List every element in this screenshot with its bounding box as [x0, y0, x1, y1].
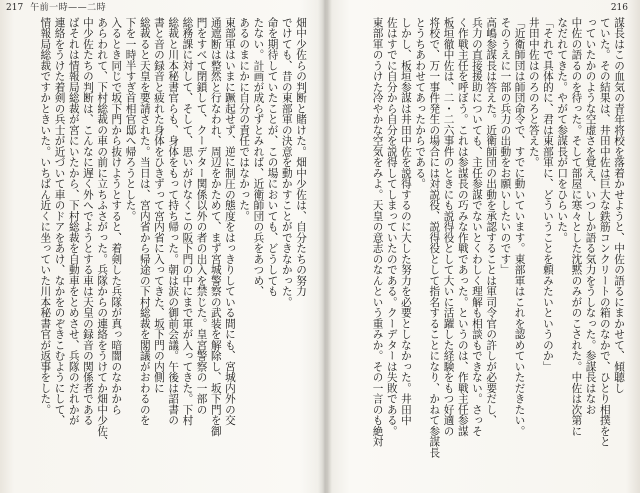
right_page-text-line: そのうえに一部の兵力の出動をお願いしたいのです」: [499, 17, 512, 275]
right_page-text-line: ていた。その結果は、井田中佐は巨大な鉄筋コンクリートの箱のなかで、ひとり相撲をと: [598, 17, 611, 447]
left_page-text-line: 書と音の録音と疲れた身体をひきずって宮内省に入ってきた、坂下門の内側に: [152, 17, 165, 394]
right-page: [328, 0, 640, 493]
right-page-body: [334, 17, 626, 475]
left_page-text-line: あるのまにかに自分の責任ではなかった。: [238, 17, 251, 222]
left_page-text-line: 総裁ると天皇を要請された。当日は、宮内省から帰途の下村総裁を閣議がおわるのを: [138, 17, 151, 426]
right_page-text-line: 佐はすでに自分から自分を説得してしまっていたのである。クーデターは失敗である。: [385, 17, 398, 437]
left_page-text-line: 総務課に対して、そして、思いがけなくこの阪下門の中にまで軍が入ってきた。下村: [181, 17, 194, 426]
left-page-number: 217: [6, 3, 24, 13]
right_page-text-line: 兵力の直接援助についても、主任参謀でないとくわしく理解も相談もできない。さっそ: [470, 17, 483, 437]
left-running-head: [6, 3, 106, 13]
left_page-text-line: 入るとき同じで坂下門から抜けようとすると、着剣した兵隊が真っ暗闇のなかから: [110, 17, 123, 415]
right_page-text-line: 謀長はこの血気の青年将校を落着かせようと、中佐の語るにまかせて、傾聴し: [613, 17, 625, 394]
right_page-text-line: 井田中佐はのろのろと答えた。: [527, 17, 540, 168]
left_page-text-line: ばそれは情報局総裁が宮にいたから、下村総裁を自動車をとめさせ、兵隊のだれかが: [67, 17, 80, 426]
left_page-text-line: 畑中少佐らの判断と賭けた。畑中少佐は、自分たちの努力: [295, 17, 307, 297]
right_page-text-line: 高嶋参謀長は答えた。近衛師団の出動を承認することは軍司令官の許しが必要だし、: [485, 17, 498, 426]
left_page-text-line: たない。計画が成らずとみれば、近衛師団の兵をあつめ、: [252, 17, 265, 297]
left_page-text-line: 通遮断は整然と行なわれ、周辺をかためて、まず宮城警察の武装を解除し、坂下門を御: [209, 17, 222, 437]
right_page-text-line: 将校で、万一事件発生の場合には対説役、説得役として指名することになり、かねて参謀長: [428, 17, 441, 458]
right_page-text-line: 中佐の語るのを待った。そして部屋に寒々とした沈黙のみがのこされた。中佐は次第に: [570, 17, 583, 437]
right_page-text-line: っていたかのような空虚さを覚え、いつしか語る気力をうしなった。参謀長はなお: [584, 17, 597, 415]
left_page-text-line: 下を一時半すぎ首相官邸へ帰ろうとした。: [124, 17, 137, 222]
right_page-text-line: しかし、板垣参謀は井田中佐を説得するのに大した努力を必要としなかった。井田中: [399, 17, 412, 426]
right_page-text-line: 東部軍のうけた冷やかな空気をみよ。天皇の意志のなんという重みか。その一言のも絶対: [371, 17, 384, 447]
left_page-text-line: 情報局総裁ですかときいた。いちばん近くに坐っていた川本秘書官が返事をした。: [39, 17, 52, 415]
left_page-text-line: あらわれて、下村総裁の車の前に立ちふさがった。兵隊からの連絡をうけてか畑中少佐、: [96, 17, 109, 447]
left_page-text-line: 門をすべて閉鎖して、クーデター関係以外の者の出入を禁じた。皇宮警察の一部の: [195, 17, 208, 415]
right_page-text-line: く作戦主任を呼ぼう。これは参謀長の巧みな作戦であった。というのは、作戦主任参謀: [456, 17, 469, 437]
left_page-text-line: 命を期待していたことが、この場においても、どうしても: [266, 17, 279, 297]
book-gutter: [318, 0, 332, 493]
left-page-body: [10, 17, 308, 475]
right_page-text-line: とうちあわせてあったからである。: [414, 17, 427, 189]
right-page-number: 216: [610, 3, 628, 13]
left_page-text-line: 連絡をうけた着剣の兵士が近づいて車のドアをあけ、なかをのぞきこむようにして、: [53, 17, 66, 426]
right_page-text-line: 「それで具体的に、君は東部軍に、どういうことを頼みたいというのか」: [541, 17, 554, 372]
right-running-head: [611, 3, 632, 13]
right_page-text-line: なだれてきた。やがて参謀長が口をひらいた。: [556, 17, 569, 243]
left-running-head-title: 午前一時——二時: [30, 3, 107, 13]
right_page-text-line: 「近衛師団は師団命令で、すでに動いています。東部軍はこれを認めていただきたい。: [513, 17, 526, 437]
left_page-text-line: 総裁と川本秘書官らも、身体をもって持ち帰った。朝は涙の御前会議。午後は詔書の: [167, 17, 180, 426]
left_page-text-line: 中少佐たちの判断は、こんなに遅く外へでようとする車は天皇の録音の関係者である: [81, 17, 94, 426]
right_page-text-line: 板垣徹中佐は、二・二六事件のときにも説得役として大いに活躍した経験をもつ好適の: [442, 17, 455, 437]
left_page-text-line: でけても、昔の東部軍の決意を動かすことができなかった。: [280, 17, 293, 308]
left_page-text-line: 東部軍はいまに蹶起せず、逆に制圧の態度をはっきりしている間にも、宮城内外の交: [223, 17, 236, 426]
